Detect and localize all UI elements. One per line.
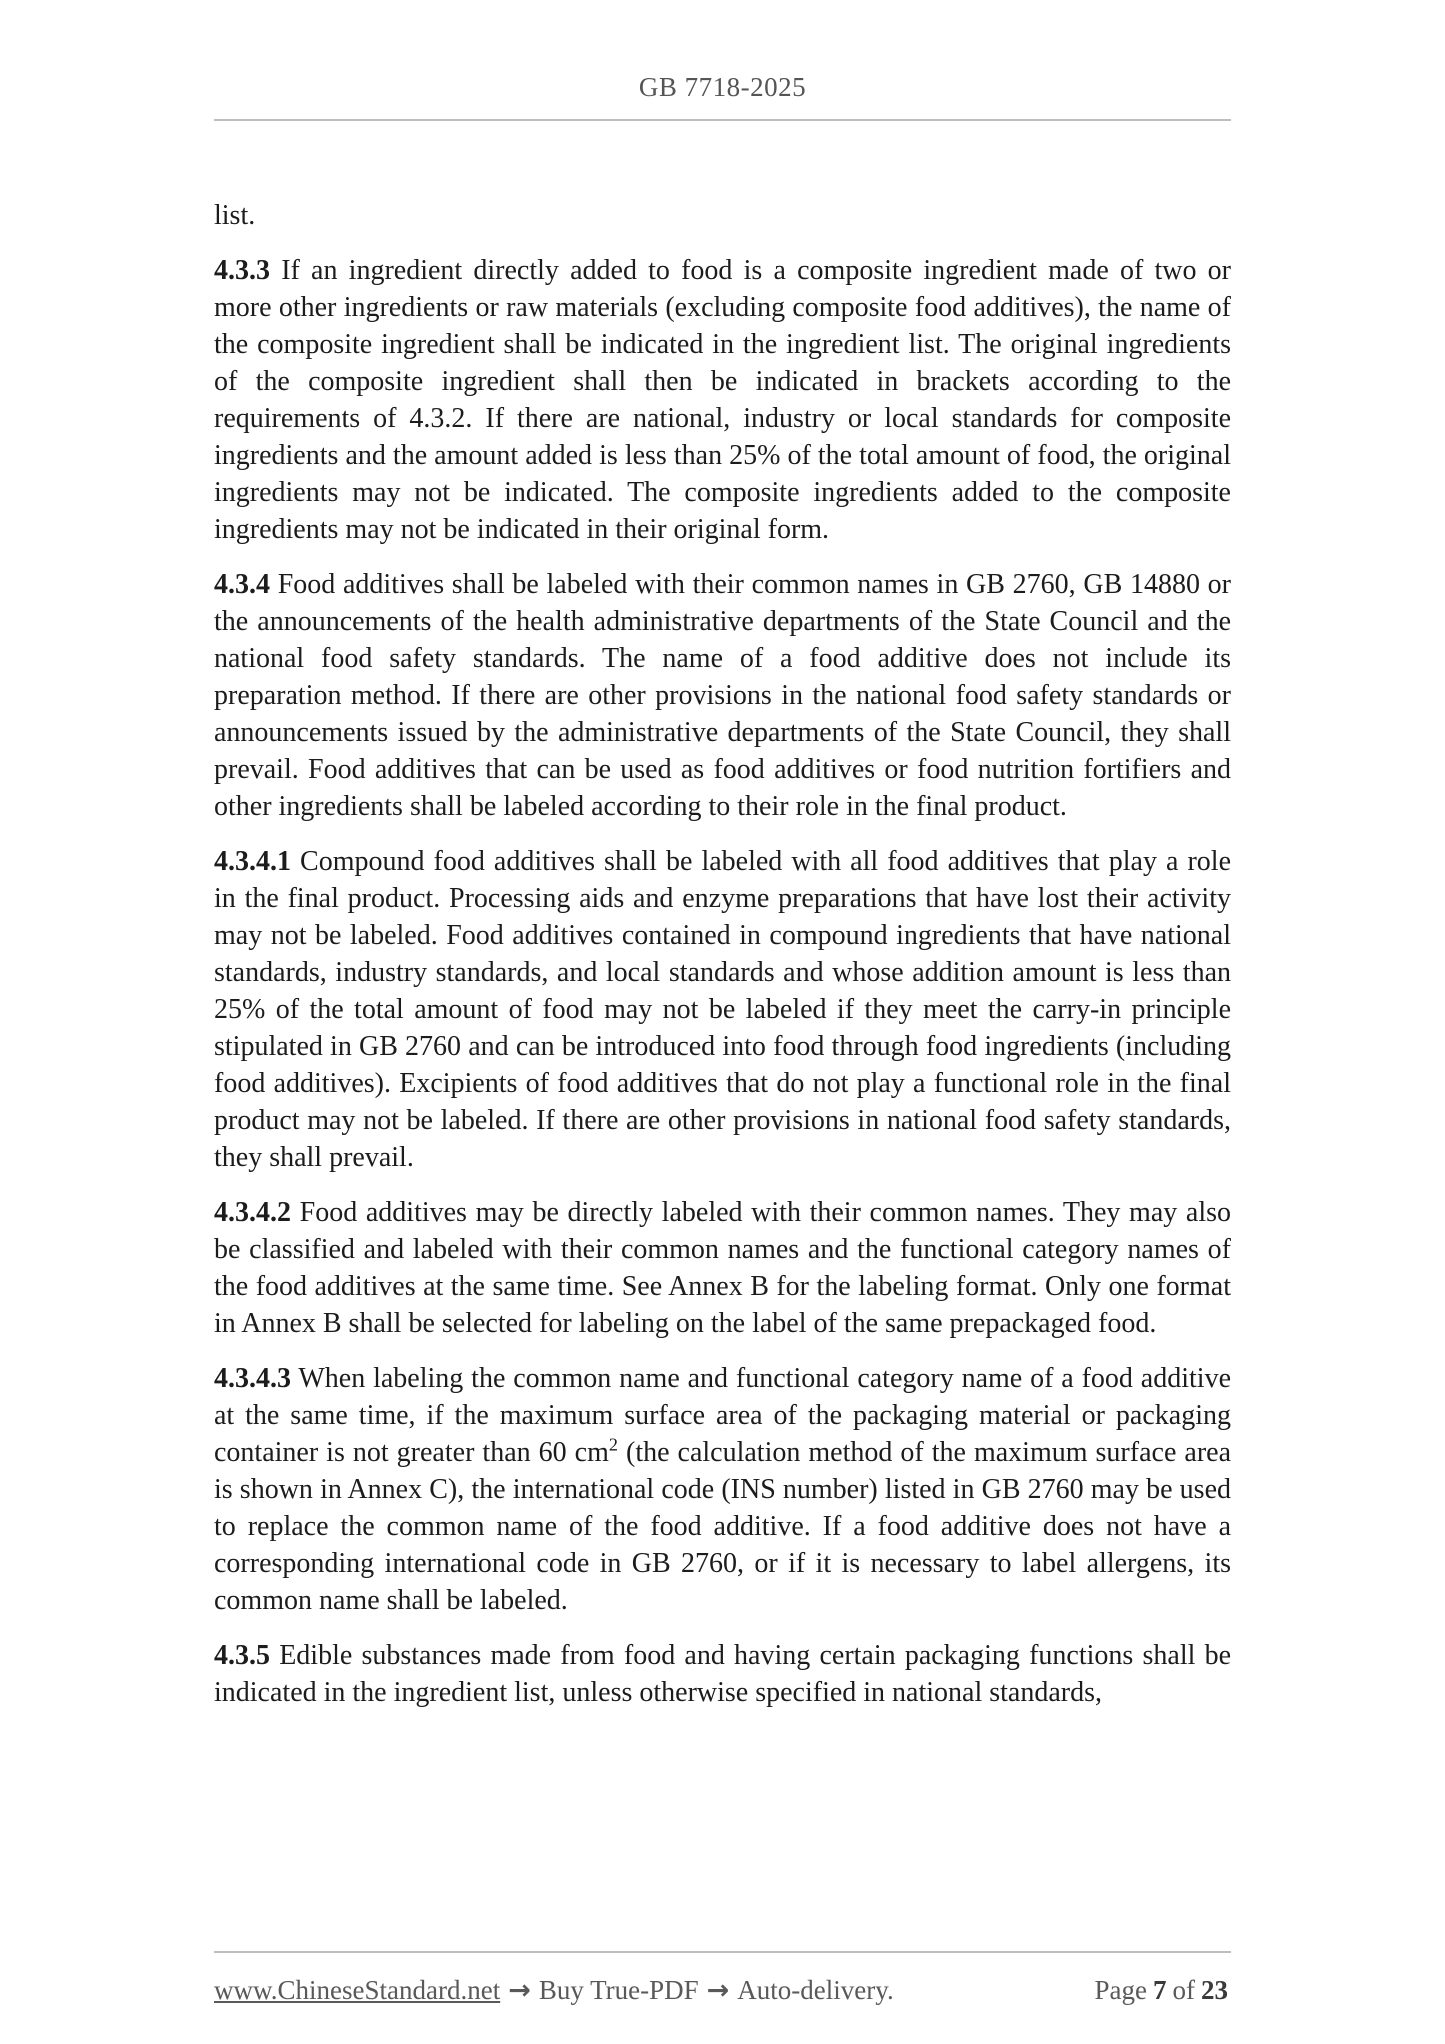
- paragraph-text: Food additives may be directly labeled with their common names. They may also be classified and labeled with their common names and the functional category names of the food additives at the same time. See Annex B for the labeling format. Only one format in Annex B shall be selected for labeling on the label of the same prepackaged food.: [214, 1197, 1231, 1339]
- paragraph-4-3-4-3: [214, 1360, 1231, 1619]
- page-total: 23: [1201, 1975, 1228, 2005]
- arrow-right-icon: →: [706, 1975, 730, 2006]
- paragraph-4-3-3: [214, 252, 1231, 548]
- arrow-right-icon: →: [508, 1975, 531, 2006]
- paragraph-text: list.: [214, 200, 256, 231]
- paragraph-text: (the calculation method of the maximum surface area is shown in Annex C), the international code (INS number) listed in GB 2760 may be used to replace the common name of the food additive. If a food additive does not have a corresponding international code in GB 2760, or if it is necessary to label allergens, its common name shall be labeled.: [214, 1437, 1231, 1616]
- superscript-2: 2: [608, 1434, 618, 1455]
- footer-buy-text: Buy True-PDF: [538, 1975, 699, 2005]
- page-body: [214, 121, 1231, 1711]
- page-current: 7: [1153, 1975, 1167, 2005]
- footer-delivery-text: Auto-delivery.: [737, 1975, 894, 2005]
- paragraph-4-3-4-1: [214, 843, 1231, 1176]
- section-number: 4.3.4.3: [214, 1363, 291, 1394]
- section-number: 4.3.4.1: [214, 846, 291, 877]
- footer-source-line: [214, 1975, 894, 2006]
- page-footer: [214, 1951, 1231, 2006]
- paragraph-text: Food additives shall be labeled with their common names in GB 2760, GB 14880 or the announcements of the health administrative departments of the State Council and the national food safety standards. The name of a food additive does not include its preparation method. If there are other provisions in the national food safety standards or announcements issued by the administrative departments of the State Council, they shall prevail. Food additives that can be used as food additives or food nutrition fortifiers and other ingredients shall be labeled according to their role in the final product.: [214, 569, 1231, 822]
- paragraph-4-3-4: [214, 566, 1231, 825]
- paragraph-text: If an ingredient directly added to food is a composite ingredient made of two or more other ingredients or raw materials (excluding composite food additives), the name of the composite ingredient shall be indicated in the ingredient list. The original ingredients of the composite ingredient shall then be indicated in brackets according to the requirements of 4.3.2. If there are national, industry or local standards for composite ingredients and the amount added is less than 25% of the total amount of food, the original ingredients may not be indicated. The composite ingredients added to the composite ingredients may not be indicated in their original form.: [214, 255, 1231, 545]
- standard-number-title: GB 7718-2025: [638, 72, 807, 102]
- page-label: Page: [1094, 1975, 1147, 2005]
- paragraph-text: When labeling the common name and functional category name of a food additive at the same time, if the maximum surface area of the packaging material or packaging container is not greater than 60 cm: [214, 1363, 1231, 1468]
- footer-divider: [214, 1951, 1231, 1953]
- site-link[interactable]: www.ChineseStandard.net: [214, 1975, 501, 2005]
- paragraph-4-3-4-2: [214, 1194, 1231, 1342]
- page-header: [0, 0, 1445, 121]
- section-number: 4.3.5: [214, 1640, 270, 1671]
- section-number: 4.3.4.2: [214, 1197, 291, 1228]
- section-number: 4.3.3: [214, 255, 270, 286]
- paragraph-text: Edible substances made from food and having certain packaging functions shall be indicated in the ingredient list, unless otherwise specified in national standards,: [214, 1640, 1231, 1708]
- page-indicator: [1092, 1975, 1231, 2006]
- section-number: 4.3.4: [214, 569, 270, 600]
- page-of-label: of: [1172, 1975, 1195, 2005]
- paragraph-continuation: [214, 197, 1231, 234]
- paragraph-4-3-5: [214, 1637, 1231, 1711]
- paragraph-text: Compound food additives shall be labeled with all food additives that play a role in the final product. Processing aids and enzyme preparations that have lost their activity may not be labeled. Food additives contained in compound ingredients that have national standards, industry standards, and local standards and whose addition amount is less than 25% of the total amount of food may not be labeled if they meet the carry-in principle stipulated in GB 2760 and can be introduced into food through food ingredients (including food additives). Excipients of food additives that do not play a functional role in the final product may not be labeled. If there are other provisions in national food safety standards, they shall prevail.: [214, 846, 1231, 1173]
